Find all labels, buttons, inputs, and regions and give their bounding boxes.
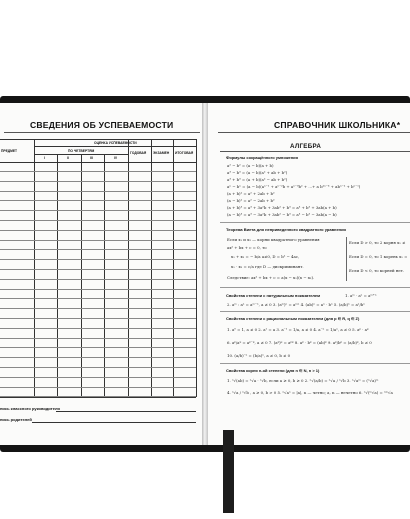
table-row-line <box>0 181 196 182</box>
power-rule: 1. aᵐ · aⁿ = aᵐ⁺ⁿ <box>345 293 377 298</box>
formula-line: (a − b)³ = a³ − 3a²b + 3ab² − b³ = a³ − b³ − 3ab(a − b) <box>227 212 337 217</box>
vieta-title: Теорема Виета для неприведенного квадратного уравнения <box>226 227 346 232</box>
table-row-line <box>0 289 196 290</box>
table-row-line <box>0 387 196 388</box>
table-row-line <box>0 367 196 368</box>
vieta-line: Следствие: ax² + bx + c = a(x − x₁)(x − x₂). <box>227 275 315 280</box>
table-row-line <box>0 347 196 348</box>
section-heading: АЛГЕБРА <box>290 143 322 150</box>
divider <box>346 237 347 281</box>
quarter-3: III <box>90 156 93 160</box>
divider <box>220 222 410 223</box>
quarter-1: I <box>44 156 45 160</box>
power-rule: 2. aᵐ : aⁿ = aᵐ⁻ⁿ, a ≠ 0 3. (aᵐ)ⁿ = aᵐⁿ 4. (ab)ⁿ = aⁿ · bⁿ 5. (a/b)ⁿ = aⁿ/bⁿ <box>227 302 365 307</box>
formula-line: (a − b)² = a² − 2ab + b² <box>227 198 275 203</box>
vieta-line: ax² + bx + c = 0, то <box>227 245 267 250</box>
root-rule: 1. ⁿ√(ab) = ⁿ√a · ⁿ√b, если a ≥ 0, b ≥ 0 2. ⁿ√(a/b) = ⁿ√a / ⁿ√b 3. ⁿ√aᵐ = (ⁿ√a)ᵐ <box>227 378 379 383</box>
parents-signature-line[interactable] <box>32 422 196 423</box>
ribbon-bookmark[interactable] <box>223 430 234 513</box>
formula-line: a³ + b³ = (a + b)(a² − ab + b²) <box>227 177 288 182</box>
formula-line: (a + b)³ = a³ + 3a²b + 3ab² + b³ = a³ + b³ + 3ab(a + b) <box>227 205 337 210</box>
table-row-line <box>0 328 196 329</box>
left-page <box>0 103 202 445</box>
rational-rule: 6. aᵖ/aᵠ = aᵖ⁻ᵠ, a ≠ 0 7. (aᵖ)ᵠ = aᵖᵠ 8. aᵖ · bᵖ = (ab)ᵖ 9. aᵖ/bᵖ = (a/b)ᵖ, b ≠ 0 <box>227 340 372 345</box>
table-row-line <box>0 259 196 260</box>
quarter-4: IV <box>114 156 118 160</box>
col-subject-header: ПРЕДМЕТ <box>1 149 18 153</box>
table-row-line <box>0 338 196 339</box>
right-page <box>208 103 410 445</box>
col-exam-header: ЭКЗАМЕН <box>153 151 170 155</box>
table-row-line <box>0 308 196 309</box>
table-row-line <box>0 210 196 211</box>
quarter-2: II <box>67 156 69 160</box>
col-year-header: ГОДОВАЯ <box>130 151 147 155</box>
formula-line: (a + b)² = a² + 2ab + b² <box>227 191 275 196</box>
table-row-line <box>0 279 196 280</box>
table-row-line <box>0 249 196 250</box>
natural-power-title: Свойства степени с натуральным показателем <box>226 293 321 298</box>
table-row-line <box>0 269 196 270</box>
rational-rule: 1. a⁰ = 1, a ≠ 0 2. a¹ = a 3. a⁻¹ = 1/a, a ≠ 0 4. a⁻ⁿ = 1/aⁿ, a ≠ 0 5. aᵖ · aᵠ <box>227 327 369 332</box>
formula-line: a³ − b³ = (a − b)(a² + ab + b²) <box>227 170 288 175</box>
vieta-case: Если D = 0, то 1 корень x₁ = <box>349 254 408 259</box>
col-quarters-header: ПО ЧЕТВЕРТЯМ <box>68 149 95 153</box>
vieta-case: Если D < 0, то корней нет. <box>349 268 405 273</box>
table-row-line <box>0 230 196 231</box>
section-rule <box>220 151 410 152</box>
teacher-signature-label: пись классного руководителя <box>0 406 60 411</box>
parents-signature-label: пись родителей <box>0 417 32 422</box>
rational-rule: 10. (a/b)⁻ⁿ = (b/a)ⁿ, a ≠ 0, b ≠ 0 <box>227 353 291 358</box>
table-row-line <box>0 191 196 192</box>
title-rule <box>218 132 410 133</box>
table-row-line <box>0 240 196 241</box>
root-title: Свойства корня n-ой степени (для n ∈ N, n > 1) <box>226 368 320 373</box>
vieta-line: x₁ + x₂ = − b/a a≠0, D = b² − 4ac, <box>231 254 300 259</box>
table-row-line <box>0 298 196 299</box>
page-title: СПРАВОЧНИК ШКОЛЬНИКА* <box>274 120 401 130</box>
grades-table <box>0 139 196 397</box>
divider <box>220 311 410 312</box>
divider <box>220 287 410 288</box>
rational-power-title: Свойства степени с рациональным показателем (для p ∈ R, q ∈ Z) <box>226 316 360 321</box>
table-row-line <box>0 377 196 378</box>
table-row-line <box>0 200 196 201</box>
table-row-line <box>0 220 196 221</box>
table-row-line <box>0 171 196 172</box>
table-row-line <box>0 396 196 397</box>
vieta-line: Если x₁ и x₂ — корни квадратного уравнения <box>227 237 320 242</box>
formula-line: aⁿ − bⁿ = (a − b)(aⁿ⁻¹ + aⁿ⁻²b + aⁿ⁻³b² + ...+ a b²ⁿ⁻³ + abⁿ⁻² + bⁿ⁻¹) <box>227 184 361 189</box>
root-rule: 4. ⁿ√a / ⁿ√b , a ≥ 0, b > 0 5. ⁿ√aⁿ = |a|, n — четно; a, n — нечетно 6. ⁿ√(ᵐ√a) = ⁿᵐ√a <box>227 390 393 395</box>
col-grades-header: ОЦЕНКА УСПЕВАЕМОСТИ <box>94 141 137 145</box>
table-row-line <box>0 318 196 319</box>
page-title: СВЕДЕНИЯ ОБ УСПЕВАЕМОСТИ <box>30 120 174 130</box>
formula-line: a² − b² = (a − b)(a + b) <box>227 163 274 168</box>
vieta-case: Если D > 0, то 2 корня x₁ ≠ <box>349 240 406 245</box>
col-final-header: ИТОГОВАЯ <box>175 151 194 155</box>
title-rule <box>4 132 200 133</box>
table-row-line <box>0 357 196 358</box>
formulas-title: Формулы сокращённого умножения <box>226 155 298 160</box>
divider <box>220 363 410 364</box>
vieta-line: x₁ · x₂ = c/a где D — дискриминант. <box>231 264 304 269</box>
teacher-signature-line[interactable] <box>56 411 196 412</box>
